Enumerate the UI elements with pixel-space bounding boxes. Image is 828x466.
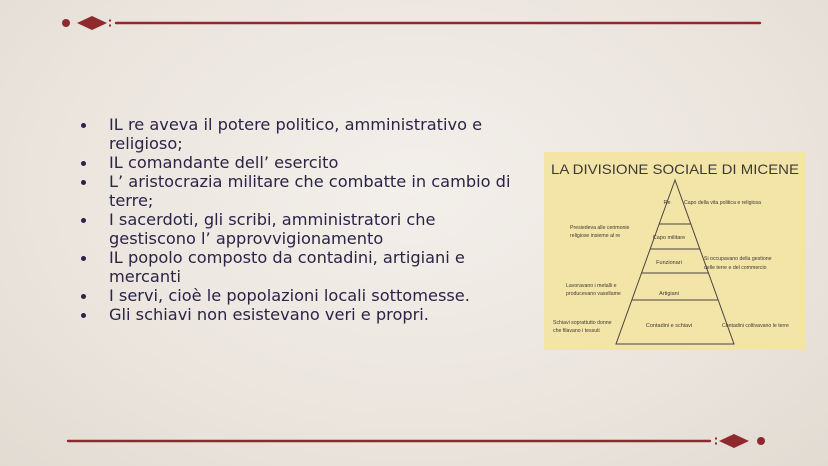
left-note-capo-2: religiose insieme al re (570, 233, 621, 239)
figure-title: LA DIVISIONE SOCIALE DI MICENE (551, 162, 799, 177)
left-note-artigiani-1: Lavoravano i metalli e (566, 283, 617, 289)
bullet-text-line: IL re aveva il potere politico, amministrativo e (109, 115, 483, 134)
right-note-re: Capo della vita politica e religiosa (684, 200, 761, 206)
pyramid-diagram (544, 152, 806, 350)
bullet-text-line: mercanti (109, 267, 181, 286)
bottom-divider (68, 434, 765, 448)
bullet-dot-icon (81, 180, 86, 185)
bullet-item (78, 248, 528, 286)
left-note-artigiani-2: producevano vasellame (566, 291, 621, 297)
right-note-funzionari-1: Si occupavano della gestione (704, 256, 772, 262)
bullet-dot-icon (81, 218, 86, 223)
right-note-funzionari-2: delle terre e del commercio (704, 265, 767, 271)
bullet-text-line: terre; (109, 191, 154, 210)
level-label-capo-militare: Capo militare (652, 235, 686, 241)
level-label-artigiani: Artigiani (659, 291, 679, 297)
left-note-schiavi-2: che filavano i tessuti (553, 328, 600, 334)
bullet-dot-icon (81, 294, 86, 299)
bullet-list (78, 115, 528, 324)
bullet-dot-icon (81, 161, 86, 166)
bullet-text-line: IL comandante dell’ esercito (109, 153, 339, 172)
bullet-text-line: L’ aristocrazia militare che combatte in cambio di (109, 172, 511, 191)
bullet-text-line: Gli schiavi non esistevano veri e propri. (109, 305, 429, 324)
social-pyramid-figure (544, 152, 806, 350)
right-note-contadini: Contadini coltivavano le terre (722, 323, 789, 329)
bullet-text-line: I sacerdoti, gli scribi, amministratori che (109, 210, 436, 229)
level-label-re: Re (663, 200, 671, 206)
bullet-item (78, 210, 528, 248)
bullet-item (78, 305, 528, 324)
bullet-item (78, 172, 528, 210)
bullet-item (78, 115, 528, 153)
bullet-text-line: IL popolo composto da contadini, artigiani e (109, 248, 465, 267)
level-label-contadini-e-schiavi: Contadini e schiavi (645, 323, 693, 329)
left-note-schiavi-1: Schiavi soprattutto donne (553, 320, 612, 326)
left-note-capo-1: Presiedeva alle cerimonie (570, 225, 630, 231)
bullet-text-line: I servi, cioè le popolazioni locali sottomesse. (109, 286, 470, 305)
bullet-item (78, 286, 528, 305)
bullet-text-line: religioso; (109, 134, 183, 153)
bullet-dot-icon (81, 313, 86, 318)
bullet-item (78, 153, 528, 172)
level-label-funzionari: Funzionari (656, 260, 682, 266)
top-divider (62, 16, 760, 30)
bullet-dot-icon (81, 256, 86, 261)
bullet-dot-icon (81, 123, 86, 128)
bullet-text-line: gestiscono l’ approvvigionamento (109, 229, 384, 248)
